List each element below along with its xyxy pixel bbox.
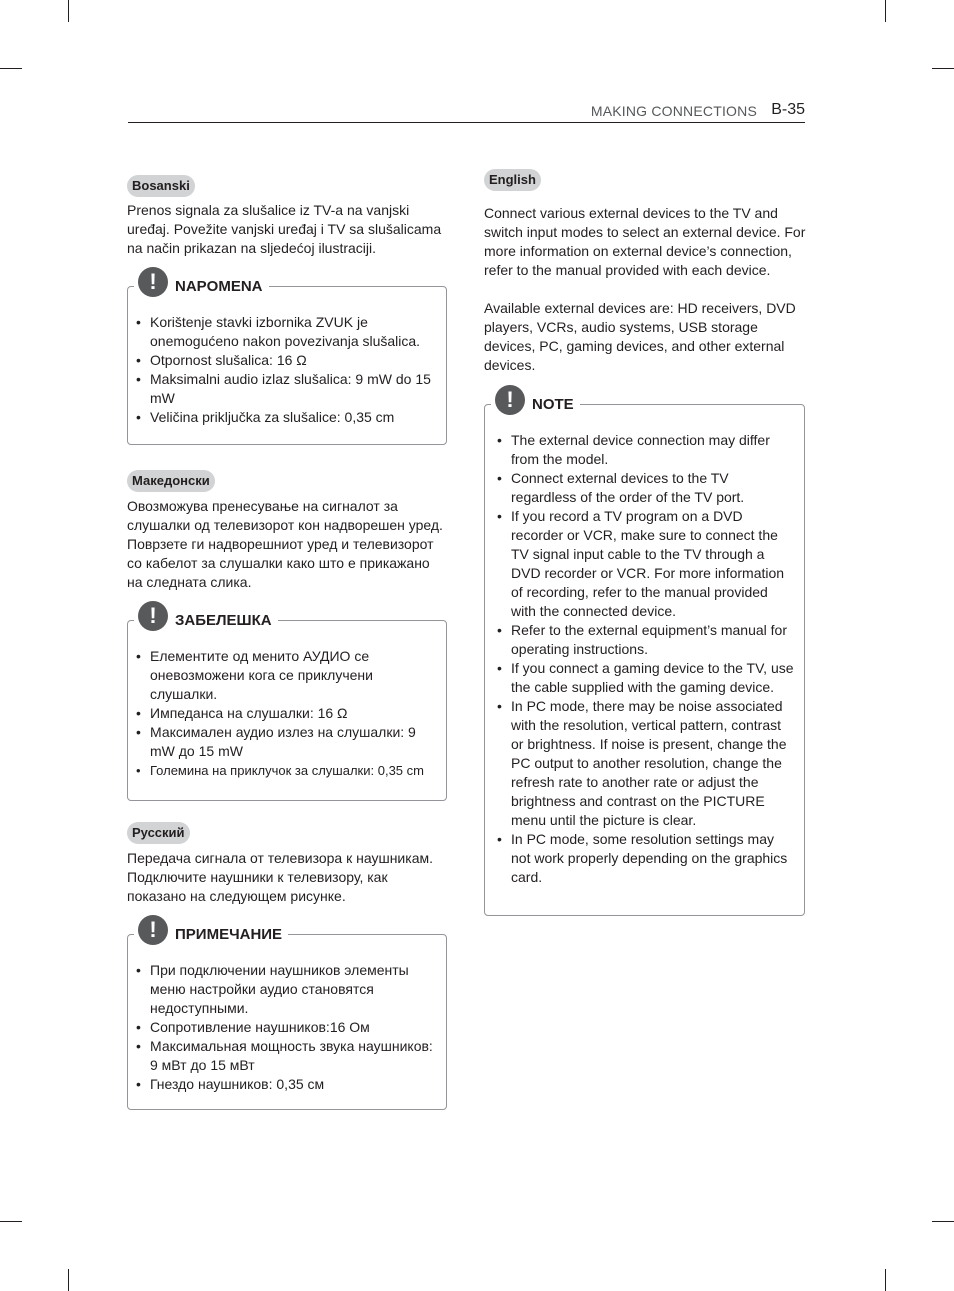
- language-tag-russian: Русский: [127, 822, 190, 844]
- list-item: • При подключении наушников элементы меню настройки аудио становятся недоступными.: [136, 961, 438, 1018]
- exclamation-icon: !: [495, 385, 525, 415]
- note-title: ПРИМЕЧАНИЕ: [175, 925, 283, 943]
- page-number: B-35: [771, 101, 805, 118]
- list-item: • Гнездо наушников: 0,35 см: [136, 1075, 438, 1094]
- crop-mark: [932, 1221, 954, 1222]
- list-item: • Импеданса на слушалки: 16 Ω: [136, 704, 438, 723]
- russian-paragraph: Передача сигнала от телевизора к наушникам. Подключите наушники к телевизору, как показано на следующем рисунке.: [127, 850, 433, 904]
- exclamation-icon: !: [138, 601, 168, 631]
- note-box-bosnian: [127, 269, 447, 445]
- list-item: • Елементите од менито АУДИО се оневозможени кога се приклучени слушалки.: [136, 647, 438, 704]
- bosnian-paragraph: Prenos signala za slušalice iz TV-a na vanjski uređaj. Povežite vanjski uređaj i TV sa slušalicama na način prikazan na sljedećoj ilustraciji.: [127, 202, 442, 256]
- list-item: • If you record a TV program on a DVD recorder or VCR, make sure to connect the TV signal input cable to the TV through a DVD recorder or VCR. For more information of recording, refer to the manual provided with the connected device.: [497, 507, 796, 621]
- note-title: ЗАБЕЛЕШКА: [175, 611, 272, 629]
- list-item: • Големина на приклучок за слушалки: 0,35 cm: [136, 761, 438, 780]
- note-list: [136, 313, 438, 427]
- crop-mark: [0, 1221, 22, 1222]
- note-box-russian: [127, 917, 447, 1110]
- list-item: • Maksimalni audio izlaz slušalica: 9 mW do 15 mW: [136, 370, 438, 408]
- list-item: • If you connect a gaming device to the TV, use the cable supplied with the gaming device.: [497, 659, 796, 697]
- section-title: MAKING CONNECTIONS: [590, 103, 757, 119]
- crop-mark: [932, 68, 954, 69]
- list-item: • Refer to the external equipment’s manual for operating instructions.: [497, 621, 796, 659]
- note-title: NOTE: [532, 395, 574, 413]
- list-item: • Максимальная мощность звука наушников: 9 мВт до 15 мВт: [136, 1037, 438, 1075]
- note-header: [134, 598, 278, 634]
- list-item: • Максимален аудио излез на слушалки: 9 mW до 15 mW: [136, 723, 438, 761]
- note-header: [134, 912, 288, 948]
- note-list: [497, 431, 796, 887]
- english-paragraph-2: Available external devices are: HD receivers, DVD players, VCRs, audio systems, USB storage devices, PC, gaming devices, and other external devices.: [484, 300, 796, 373]
- page-header: [128, 100, 805, 123]
- list-item: • Veličina priključka za slušalice: 0,35 cm: [136, 408, 438, 427]
- language-tag-english: English: [484, 169, 541, 191]
- note-list: [136, 961, 438, 1094]
- list-item: • In PC mode, there may be noise associated with the resolution, vertical pattern, contrast or brightness. If noise is present, change the PC output to another resolution, change the refresh rate to another rate or adjust the brightness and contrast on the PICTURE menu until the picture is clear.: [497, 697, 796, 830]
- note-header: [134, 264, 269, 300]
- list-item: • Сопротивление наушников:16 Ом: [136, 1018, 438, 1037]
- note-header: [491, 382, 580, 418]
- language-tag-bosnian: Bosanski: [127, 175, 195, 197]
- list-item: • In PC mode, some resolution settings may not work properly depending on the graphics card.: [497, 830, 796, 887]
- crop-mark: [885, 1269, 886, 1291]
- note-title: NAPOMENA: [175, 277, 263, 295]
- crop-mark: [0, 68, 22, 69]
- note-list: [136, 647, 438, 780]
- list-item: • The external device connection may differ from the model.: [497, 431, 796, 469]
- english-paragraph-1: Connect various external devices to the TV and switch input modes to select an external device. For more information on external device’s connection, refer to the manual provided with each device.: [484, 205, 806, 278]
- note-box-english: [484, 387, 805, 916]
- crop-mark: [68, 0, 69, 22]
- list-item: • Otpornost slušalica: 16 Ω: [136, 351, 438, 370]
- note-box-macedonian: [127, 603, 447, 801]
- exclamation-icon: !: [138, 267, 168, 297]
- macedonian-paragraph: Овозможува пренесување на сигналот за слушалки од телевизорот кон надворешен уред. Поврзете ги надворешниот уред и телевизорот со кабелот за слушалки како што е прикажано на следната слика.: [127, 498, 443, 590]
- crop-mark: [68, 1269, 69, 1291]
- list-item: • Korištenje stavki izbornika ZVUK je onemogućeno nakon povezivanja slušalica.: [136, 313, 438, 351]
- exclamation-icon: !: [138, 915, 168, 945]
- list-item: • Connect external devices to the TV regardless of the order of the TV port.: [497, 469, 796, 507]
- language-tag-macedonian: Македонски: [127, 470, 215, 492]
- crop-mark: [885, 0, 886, 22]
